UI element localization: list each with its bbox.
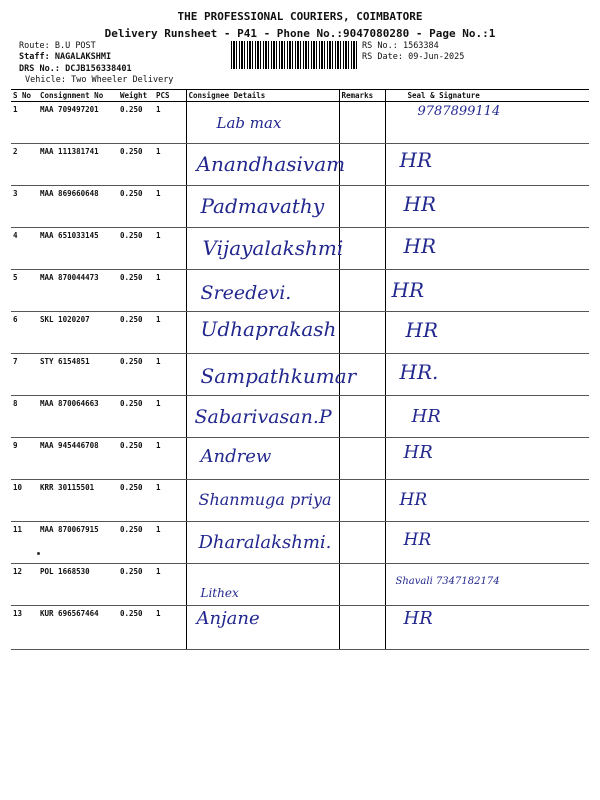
cell-pcs: 1: [154, 186, 186, 228]
col-header-sno: S No: [11, 90, 38, 102]
cell-signature: [385, 438, 589, 480]
cell-consignment: MAA 870064663: [38, 396, 118, 438]
rs-date-value: 09-Jun-2025: [408, 52, 465, 62]
cell-sno: 5: [11, 270, 38, 312]
cell-consignee: [186, 354, 357, 396]
col-header-pcs: PCS: [154, 90, 186, 102]
col-header-weight: Weight: [118, 90, 154, 102]
runsheet-table: [11, 89, 589, 650]
cell-sno: 11: [11, 522, 38, 564]
cell-signature: [385, 186, 589, 228]
cell-pcs: 1: [154, 102, 186, 144]
cell-consignment: KUR 696567464: [38, 606, 118, 650]
vehicle-line: [25, 75, 173, 85]
cell-consignment: MAA 709497201: [38, 102, 118, 144]
cell-consignment: MAA 945446708: [38, 438, 118, 480]
drs-label: DRS No.:: [19, 64, 60, 74]
cell-signature: [385, 480, 589, 522]
cell-sno: 1: [11, 102, 38, 144]
cell-remarks: [339, 144, 385, 186]
cell-pcs: 1: [154, 480, 186, 522]
staff-label: Staff:: [19, 52, 50, 62]
cell-weight: 0.250: [118, 606, 154, 650]
table-row: [11, 438, 589, 480]
table-row: [11, 606, 589, 650]
table-row: [11, 396, 589, 438]
cell-remarks: [339, 396, 385, 438]
route-line: [19, 41, 96, 51]
vehicle-value: Two Wheeler Delivery: [71, 75, 174, 85]
consignee-handwriting: Sreedevi.: [200, 282, 292, 304]
cell-remarks: [339, 354, 385, 396]
cell-consignee: [186, 144, 346, 186]
cell-pcs: 1: [154, 312, 186, 354]
drs-line: [19, 64, 132, 74]
cell-consignee: [186, 438, 339, 480]
consignee-handwriting: Sampathkumar: [200, 364, 357, 388]
signature-handwriting: HR: [403, 608, 433, 629]
signature-handwriting: Shavali 7347182174: [395, 576, 500, 587]
consignee-handwriting: Udhaprakash: [200, 317, 337, 341]
table-row: [11, 186, 589, 228]
table-row: [11, 102, 589, 144]
consignee-handwriting: Dharalakshmi.: [198, 532, 332, 553]
cell-sno: 4: [11, 228, 38, 270]
cell-remarks: [339, 564, 385, 606]
vehicle-label: Vehicle:: [25, 75, 66, 85]
cell-signature: [385, 228, 589, 270]
consignee-handwriting: Vijayalakshmi: [202, 236, 344, 260]
signature-handwriting: HR: [403, 192, 436, 216]
consignee-handwriting: Shanmuga priya: [198, 490, 332, 509]
signature-handwriting: HR: [403, 442, 433, 463]
cell-signature: [385, 354, 589, 396]
table-row: [11, 480, 589, 522]
cell-signature: [385, 144, 589, 186]
cell-consignment: KRR 30115501: [38, 480, 118, 522]
consignee-handwriting: Lithex: [200, 586, 239, 600]
cell-remarks: [339, 270, 385, 312]
cell-sno: 2: [11, 144, 38, 186]
cell-remarks: [339, 438, 385, 480]
cell-pcs: 1: [154, 606, 186, 650]
cell-consignment: MAA 870044473: [38, 270, 118, 312]
cell-signature: [385, 564, 589, 606]
cell-consignee: [186, 228, 344, 270]
staff-line: [19, 52, 111, 62]
cell-pcs: 1: [154, 522, 186, 564]
signature-handwriting: HR: [405, 318, 438, 342]
table-row: [11, 564, 589, 606]
cell-sno: 12: [11, 564, 38, 606]
table-body: [11, 102, 589, 650]
table-row: [11, 312, 589, 354]
cell-signature: [385, 606, 589, 650]
cell-pcs: 1: [154, 396, 186, 438]
cell-weight: 0.250: [118, 354, 154, 396]
cell-remarks: [339, 228, 385, 270]
table-row: [11, 522, 589, 564]
cell-remarks: [339, 522, 385, 564]
cell-sno: 10: [11, 480, 38, 522]
cell-weight: 0.250: [118, 186, 154, 228]
rs-no-label: RS No.:: [362, 41, 398, 51]
cell-consignment: SKL 1020207: [38, 312, 118, 354]
table-header-row: [11, 90, 589, 102]
consignee-handwriting: Lab max: [216, 114, 282, 132]
consignee-handwriting: Anjane: [196, 608, 260, 629]
cell-sno: 8: [11, 396, 38, 438]
col-header-consignment: Consignment No: [38, 90, 118, 102]
rs-date-line: [362, 52, 464, 62]
cell-pcs: 1: [154, 144, 186, 186]
route-value: B.U POST: [54, 41, 96, 51]
cell-remarks: [339, 102, 385, 144]
rs-date-label: RS Date:: [362, 52, 403, 62]
signature-handwriting: HR: [399, 148, 432, 172]
signature-handwriting: HR.: [399, 360, 439, 384]
signature-handwriting: HR: [399, 490, 428, 510]
rs-no-line: [362, 41, 439, 51]
table-row: [11, 270, 589, 312]
cell-consignee: [186, 396, 339, 438]
cell-consignee: [186, 312, 339, 354]
cell-weight: 0.250: [118, 396, 154, 438]
cell-consignee: [186, 270, 339, 312]
col-header-signature: Seal & Signature: [385, 90, 589, 102]
cell-consignee: [186, 186, 339, 228]
cell-pcs: 1: [154, 228, 186, 270]
signature-handwriting: 9787899114: [417, 104, 501, 119]
cell-weight: 0.250: [118, 144, 154, 186]
cell-weight: 0.250: [118, 102, 154, 144]
signature-handwriting: HR: [411, 406, 441, 427]
cell-weight: 0.250: [118, 312, 154, 354]
table-row: [11, 144, 589, 186]
cell-weight: 0.250: [118, 480, 154, 522]
cell-consignment: MAA 651033145: [38, 228, 118, 270]
cell-consignee: [186, 102, 339, 144]
cell-weight: 0.250: [118, 228, 154, 270]
cell-consignee: [186, 522, 339, 564]
route-label: Route:: [19, 41, 50, 51]
signature-handwriting: HR: [391, 278, 424, 302]
cell-consignee: [186, 480, 339, 522]
table-row: [11, 354, 589, 396]
company-title: THE PROFESSIONAL COURIERS, COIMBATORE: [177, 10, 423, 23]
cell-weight: 0.250: [118, 438, 154, 480]
cell-remarks: [339, 480, 385, 522]
cell-pcs: 1: [154, 564, 186, 606]
cell-sno: 3: [11, 186, 38, 228]
stray-dot: [37, 552, 40, 555]
runsheet-subtitle: Delivery Runsheet - P41 - Phone No.:9047080280 - Page No.:1: [104, 27, 496, 40]
consignee-handwriting: Anandhasivam: [196, 152, 346, 176]
barcode: [231, 41, 357, 69]
cell-pcs: 1: [154, 438, 186, 480]
cell-consignment: STY 6154851: [38, 354, 118, 396]
cell-consignee: [186, 564, 339, 606]
signature-handwriting: HR: [403, 234, 436, 258]
cell-sno: 9: [11, 438, 38, 480]
cell-sno: 7: [11, 354, 38, 396]
cell-consignment: MAA 869660648: [38, 186, 118, 228]
cell-consignment: MAA 870067915: [38, 522, 118, 564]
cell-remarks: [339, 606, 385, 650]
cell-signature: [385, 522, 589, 564]
staff-value: NAGALAKSHMI: [54, 52, 112, 62]
cell-signature: [385, 102, 589, 144]
consignee-handwriting: Andrew: [200, 446, 272, 467]
cell-remarks: [339, 186, 385, 228]
cell-sno: 6: [11, 312, 38, 354]
consignee-handwriting: Padmavathy: [200, 194, 325, 218]
cell-pcs: 1: [154, 270, 186, 312]
cell-signature: [385, 312, 589, 354]
cell-weight: 0.250: [118, 522, 154, 564]
drs-value: DCJB156338401: [65, 64, 132, 74]
cell-weight: 0.250: [118, 270, 154, 312]
cell-sno: 13: [11, 606, 38, 650]
cell-signature: [385, 396, 589, 438]
cell-weight: 0.250: [118, 564, 154, 606]
cell-consignment: MAA 111381741: [38, 144, 118, 186]
rs-no-value: 1563384: [402, 41, 439, 51]
cell-consignment: POL 1668530: [38, 564, 118, 606]
col-header-consignee: Consignee Details: [186, 90, 339, 102]
cell-pcs: 1: [154, 354, 186, 396]
table-row: [11, 228, 589, 270]
cell-signature: [385, 270, 589, 312]
col-header-remarks: Remarks: [339, 90, 385, 102]
consignee-handwriting: Sabarivasan.P: [194, 406, 332, 428]
signature-handwriting: HR: [403, 530, 432, 550]
cell-remarks: [339, 312, 385, 354]
cell-consignee: [186, 606, 339, 650]
